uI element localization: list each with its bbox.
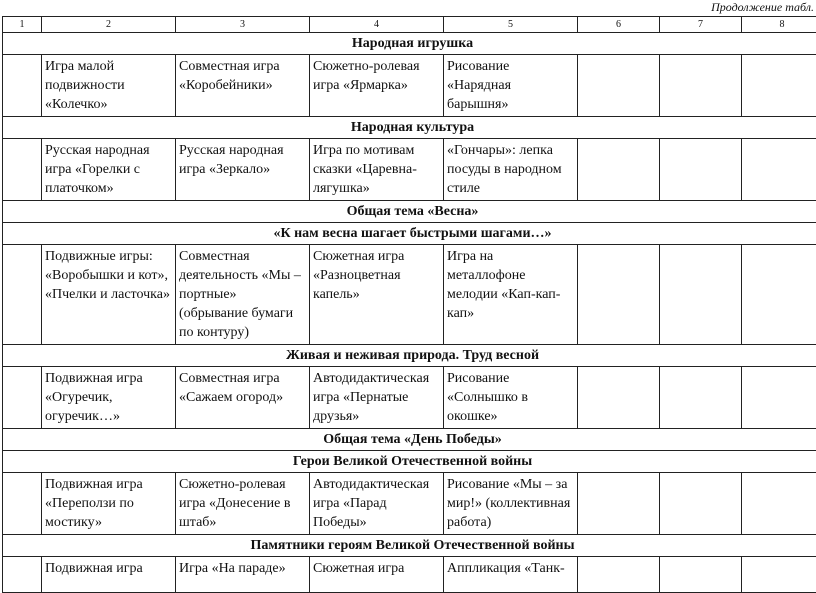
- table-cell: Сюжетно-ролевая игра «Ярмарка»: [310, 55, 444, 117]
- table-cell: [578, 139, 660, 201]
- section-title: Живая и неживая природа. Труд весной: [3, 345, 816, 367]
- column-number: 5: [444, 17, 578, 33]
- table-cell: «Гончары»: лепка посуды в народном стиле: [444, 139, 578, 201]
- section-title: Общая тема «День Победы»: [3, 429, 816, 451]
- table-cell: [3, 55, 42, 117]
- section-header-row: [3, 201, 816, 223]
- table-cell: Сюжетная игра «Разноцветная капель»: [310, 245, 444, 345]
- table-cell: [578, 367, 660, 429]
- column-number: 2: [42, 17, 176, 33]
- table-cell: [3, 557, 42, 593]
- section-title: Общая тема «Весна»: [3, 201, 816, 223]
- section-title: Памятники героям Великой Отечественной войны: [3, 535, 816, 557]
- table-cell: Игра малой подвижности «Колечко»: [42, 55, 176, 117]
- table-row: [3, 557, 816, 593]
- table-cell: Автодидактическая игра «Пернатые друзья»: [310, 367, 444, 429]
- column-number: 4: [310, 17, 444, 33]
- table-cell: [3, 367, 42, 429]
- table-cell: [742, 473, 816, 535]
- table-body: [3, 17, 816, 593]
- table-cell: [578, 473, 660, 535]
- table-cell: [660, 55, 742, 117]
- table-cell: Сюжетно-ролевая игра «Донесение в штаб»: [176, 473, 310, 535]
- table-row: [3, 55, 816, 117]
- table-row: [3, 473, 816, 535]
- table-cell: [3, 139, 42, 201]
- section-title: Герои Великой Отечественной войны: [3, 451, 816, 473]
- table-cell: Аппликация «Танк-: [444, 557, 578, 593]
- section-header-row: [3, 117, 816, 139]
- table-cell: [578, 245, 660, 345]
- table-cell: [742, 557, 816, 593]
- table-cell: Русская народная игра «Зеркало»: [176, 139, 310, 201]
- table-cell: [742, 245, 816, 345]
- column-number: 6: [578, 17, 660, 33]
- section-title: Народная культура: [3, 117, 816, 139]
- section-header-row: [3, 33, 816, 55]
- table-cell: [660, 557, 742, 593]
- table-cell: Подвижная игра: [42, 557, 176, 593]
- table-cell: [660, 139, 742, 201]
- column-number: 1: [3, 17, 42, 33]
- table-cell: Подвижная игра «Переползи по мостику»: [42, 473, 176, 535]
- column-numbers-row: [3, 17, 816, 33]
- table-row: [3, 367, 816, 429]
- table-cell: Сюжетная игра: [310, 557, 444, 593]
- table-cell: Русская народная игра «Горелки с платочком»: [42, 139, 176, 201]
- table-cell: Рисование «Солнышко в окошке»: [444, 367, 578, 429]
- table-row: [3, 245, 816, 345]
- table-cell: [742, 367, 816, 429]
- column-number: 3: [176, 17, 310, 33]
- section-header-row: [3, 535, 816, 557]
- table-cell: Рисование «Мы – за мир!» (коллективная работа): [444, 473, 578, 535]
- table-cell: Подвижные игры: «Воробышки и кот», «Пчелки и ласточка»: [42, 245, 176, 345]
- table-cell: Игра по мотивам сказки «Царевна-лягушка»: [310, 139, 444, 201]
- table-cell: [742, 55, 816, 117]
- table-cell: Игра «На параде»: [176, 557, 310, 593]
- section-header-row: [3, 223, 816, 245]
- table-cell: Рисование «Нарядная барышня»: [444, 55, 578, 117]
- section-title: Народная игрушка: [3, 33, 816, 55]
- table-cell: [578, 557, 660, 593]
- column-number: 8: [742, 17, 816, 33]
- table-cell: Игра на металлофоне мелодии «Кап-кап-кап»: [444, 245, 578, 345]
- section-header-row: [3, 451, 816, 473]
- table-cell: Совместная деятельность «Мы – портные» (обрывание бумаги по контуру): [176, 245, 310, 345]
- activities-table: [2, 16, 816, 593]
- table-cell: [578, 55, 660, 117]
- section-header-row: [3, 345, 816, 367]
- continuation-label: Продолжение табл.: [711, 0, 814, 15]
- table-cell: [742, 139, 816, 201]
- table-row: [3, 139, 816, 201]
- table-cell: [660, 245, 742, 345]
- table-cell: [660, 473, 742, 535]
- section-title: «К нам весна шагает быстрыми шагами…»: [3, 223, 816, 245]
- table-cell: [660, 367, 742, 429]
- section-header-row: [3, 429, 816, 451]
- column-number: 7: [660, 17, 742, 33]
- table-cell: Совместная игра «Сажаем огород»: [176, 367, 310, 429]
- table-cell: [3, 245, 42, 345]
- table-cell: [3, 473, 42, 535]
- table-cell: Совместная игра «Коробейники»: [176, 55, 310, 117]
- table-cell: Подвижная игра «Огуречик, огуречик…»: [42, 367, 176, 429]
- table-cell: Автодидактическая игра «Парад Победы»: [310, 473, 444, 535]
